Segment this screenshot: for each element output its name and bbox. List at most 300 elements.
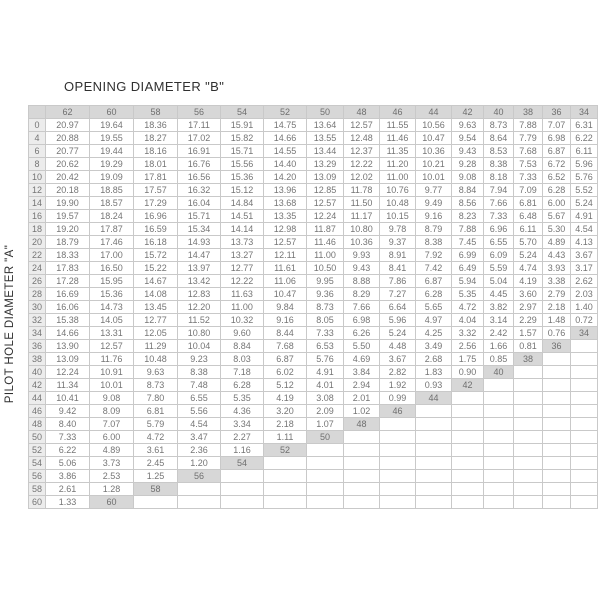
row-label-cell: 36 (29, 340, 46, 353)
opening-diameter-title: OPENING DIAMETER "B" (64, 79, 225, 94)
value-cell: 5.35 (221, 392, 264, 405)
col-header-cell: 42 (452, 106, 484, 119)
diagonal-cell: 42 (452, 379, 484, 392)
value-cell: 7.18 (221, 366, 264, 379)
value-cell: 20.97 (46, 119, 90, 132)
table-body (29, 119, 598, 509)
value-cell: 5.50 (344, 340, 380, 353)
empty-cell (178, 496, 221, 509)
value-cell: 5.56 (178, 405, 221, 418)
value-cell: 6.26 (344, 327, 380, 340)
value-cell: 10.91 (90, 366, 134, 379)
diagonal-cell: 34 (571, 327, 598, 340)
value-cell: 9.28 (452, 158, 484, 171)
value-cell: 4.97 (416, 314, 452, 327)
value-cell: 13.55 (307, 132, 344, 145)
col-header-cell: 56 (178, 106, 221, 119)
value-cell: 19.57 (46, 210, 90, 223)
value-cell: 11.17 (344, 210, 380, 223)
table-row (29, 327, 598, 340)
value-cell: 16.56 (178, 171, 221, 184)
col-header-cell: 52 (264, 106, 307, 119)
value-cell: 8.64 (484, 132, 514, 145)
empty-cell (484, 496, 514, 509)
value-cell: 11.35 (380, 145, 416, 158)
value-cell: 2.03 (571, 288, 598, 301)
row-label-cell: 20 (29, 236, 46, 249)
value-cell: 16.59 (134, 223, 178, 236)
row-label-cell: 24 (29, 262, 46, 275)
col-header-cell: 50 (307, 106, 344, 119)
value-cell: 13.64 (307, 119, 344, 132)
value-cell: 10.32 (221, 314, 264, 327)
value-cell: 16.04 (178, 197, 221, 210)
value-cell: 10.15 (380, 210, 416, 223)
value-cell: 3.86 (46, 470, 90, 483)
value-cell: 3.38 (543, 275, 571, 288)
value-cell: 6.99 (452, 249, 484, 262)
empty-cell (543, 405, 571, 418)
value-cell: 3.17 (571, 262, 598, 275)
value-cell: 18.24 (90, 210, 134, 223)
empty-cell (571, 353, 598, 366)
empty-cell (221, 470, 264, 483)
value-cell: 0.72 (571, 314, 598, 327)
empty-cell (484, 405, 514, 418)
table-row (29, 366, 598, 379)
value-cell: 7.42 (416, 262, 452, 275)
empty-cell (484, 392, 514, 405)
value-cell: 10.76 (380, 184, 416, 197)
value-cell: 6.64 (380, 301, 416, 314)
empty-cell (543, 418, 571, 431)
empty-cell (380, 457, 416, 470)
value-cell: 9.36 (307, 288, 344, 301)
col-header-cell: 62 (46, 106, 90, 119)
value-cell: 12.57 (90, 340, 134, 353)
col-header-cell: 60 (90, 106, 134, 119)
value-cell: 11.34 (46, 379, 90, 392)
value-cell: 0.90 (452, 366, 484, 379)
value-cell: 8.84 (452, 184, 484, 197)
value-cell: 5.24 (514, 249, 543, 262)
value-cell: 12.57 (307, 197, 344, 210)
value-cell: 12.83 (178, 288, 221, 301)
value-cell: 0.99 (380, 392, 416, 405)
empty-cell (543, 392, 571, 405)
value-cell: 13.35 (264, 210, 307, 223)
empty-cell (543, 366, 571, 379)
value-cell: 4.43 (543, 249, 571, 262)
value-cell: 19.20 (46, 223, 90, 236)
table-row (29, 197, 598, 210)
value-cell: 4.19 (514, 275, 543, 288)
row-label-cell: 38 (29, 353, 46, 366)
col-header-cell: 36 (543, 106, 571, 119)
value-cell: 4.91 (571, 210, 598, 223)
value-cell: 17.29 (134, 197, 178, 210)
table-row (29, 470, 598, 483)
value-cell: 6.00 (543, 197, 571, 210)
value-cell: 19.44 (90, 145, 134, 158)
table-row (29, 236, 598, 249)
value-cell: 5.06 (46, 457, 90, 470)
value-cell: 8.03 (221, 353, 264, 366)
empty-cell (543, 379, 571, 392)
value-cell: 17.81 (134, 171, 178, 184)
row-label-cell: 58 (29, 483, 46, 496)
value-cell: 17.11 (178, 119, 221, 132)
value-cell: 15.82 (221, 132, 264, 145)
value-cell: 18.57 (90, 197, 134, 210)
row-label-cell: 60 (29, 496, 46, 509)
value-cell: 9.08 (452, 171, 484, 184)
value-cell: 5.04 (484, 275, 514, 288)
value-cell: 7.92 (416, 249, 452, 262)
value-cell: 11.06 (264, 275, 307, 288)
value-cell: 2.29 (514, 314, 543, 327)
value-cell: 15.22 (134, 262, 178, 275)
value-cell: 15.95 (90, 275, 134, 288)
value-cell: 3.49 (416, 340, 452, 353)
value-cell: 10.01 (416, 171, 452, 184)
value-cell: 18.79 (46, 236, 90, 249)
value-cell: 5.12 (264, 379, 307, 392)
value-cell: 1.40 (571, 301, 598, 314)
value-cell: 16.91 (178, 145, 221, 158)
value-cell: 2.53 (90, 470, 134, 483)
empty-cell (543, 353, 571, 366)
value-cell: 5.24 (380, 327, 416, 340)
empty-cell (344, 483, 380, 496)
col-header-cell: 58 (134, 106, 178, 119)
value-cell: 8.38 (416, 236, 452, 249)
value-cell: 6.48 (514, 210, 543, 223)
empty-cell (344, 496, 380, 509)
table-row (29, 379, 598, 392)
value-cell: 6.11 (571, 145, 598, 158)
empty-cell (514, 405, 543, 418)
value-cell: 12.22 (221, 275, 264, 288)
value-cell: 20.42 (46, 171, 90, 184)
value-cell: 3.20 (264, 405, 307, 418)
value-cell: 16.06 (46, 301, 90, 314)
table-row (29, 431, 598, 444)
value-cell: 9.49 (416, 197, 452, 210)
value-cell: 11.61 (264, 262, 307, 275)
value-cell: 2.45 (134, 457, 178, 470)
table-row (29, 496, 598, 509)
value-cell: 3.60 (514, 288, 543, 301)
table-row (29, 158, 598, 171)
empty-cell (344, 444, 380, 457)
value-cell: 1.75 (452, 353, 484, 366)
value-cell: 8.40 (46, 418, 90, 431)
value-cell: 1.57 (514, 327, 543, 340)
value-cell: 1.11 (264, 431, 307, 444)
value-cell: 5.59 (484, 262, 514, 275)
col-header-cell: 38 (514, 106, 543, 119)
value-cell: 5.96 (380, 314, 416, 327)
pilot-hole-axis-label: PILOT HOLE DIAMETER "A" (4, 244, 16, 404)
diagonal-cell: 56 (178, 470, 221, 483)
value-cell: 5.52 (571, 184, 598, 197)
value-cell: 9.93 (344, 249, 380, 262)
empty-cell (416, 470, 452, 483)
col-header-cell: 34 (571, 106, 598, 119)
value-cell: 6.96 (484, 223, 514, 236)
value-cell: 7.27 (380, 288, 416, 301)
value-cell: 7.86 (380, 275, 416, 288)
value-cell: 2.09 (307, 405, 344, 418)
value-cell: 7.66 (484, 197, 514, 210)
value-cell: 1.02 (344, 405, 380, 418)
value-cell: 7.88 (452, 223, 484, 236)
value-cell: 9.16 (264, 314, 307, 327)
value-cell: 14.93 (178, 236, 221, 249)
value-cell: 11.63 (221, 288, 264, 301)
value-cell: 1.16 (221, 444, 264, 457)
table-row (29, 119, 598, 132)
value-cell: 1.33 (46, 496, 90, 509)
row-label-cell: 56 (29, 470, 46, 483)
empty-cell (543, 470, 571, 483)
value-cell: 6.11 (514, 223, 543, 236)
value-cell: 7.53 (514, 158, 543, 171)
diagonal-cell: 58 (134, 483, 178, 496)
value-cell: 7.07 (543, 119, 571, 132)
table-row (29, 340, 598, 353)
diagonal-cell: 60 (90, 496, 134, 509)
value-cell: 8.73 (307, 301, 344, 314)
value-cell: 6.22 (46, 444, 90, 457)
value-cell: 9.95 (307, 275, 344, 288)
empty-cell (344, 431, 380, 444)
value-cell: 4.36 (221, 405, 264, 418)
value-cell: 10.56 (416, 119, 452, 132)
value-cell: 3.47 (178, 431, 221, 444)
value-cell: 7.45 (452, 236, 484, 249)
value-cell: 8.91 (380, 249, 416, 262)
value-cell: 3.73 (90, 457, 134, 470)
value-cell: 6.87 (264, 353, 307, 366)
row-label-cell: 28 (29, 288, 46, 301)
value-cell: 4.48 (380, 340, 416, 353)
value-cell: 7.09 (514, 184, 543, 197)
row-label-cell: 0 (29, 119, 46, 132)
value-cell: 10.47 (416, 132, 452, 145)
value-cell: 8.56 (452, 197, 484, 210)
value-cell: 4.89 (543, 236, 571, 249)
empty-cell (307, 496, 344, 509)
value-cell: 17.00 (90, 249, 134, 262)
row-label-cell: 44 (29, 392, 46, 405)
value-cell: 6.28 (221, 379, 264, 392)
value-cell: 17.83 (46, 262, 90, 275)
value-cell: 6.55 (484, 236, 514, 249)
row-label-cell: 46 (29, 405, 46, 418)
value-cell: 7.33 (46, 431, 90, 444)
value-cell: 0.81 (514, 340, 543, 353)
value-cell: 5.76 (307, 353, 344, 366)
value-cell: 13.09 (307, 171, 344, 184)
value-cell: 3.93 (543, 262, 571, 275)
value-cell: 13.73 (221, 236, 264, 249)
value-cell: 1.07 (307, 418, 344, 431)
value-cell: 15.36 (90, 288, 134, 301)
row-label-cell: 50 (29, 431, 46, 444)
value-cell: 6.87 (543, 145, 571, 158)
row-label-cell: 16 (29, 210, 46, 223)
value-cell: 2.36 (178, 444, 221, 457)
empty-cell (571, 470, 598, 483)
value-cell: 13.96 (264, 184, 307, 197)
table-row (29, 249, 598, 262)
value-cell: 14.75 (264, 119, 307, 132)
col-header-cell: 54 (221, 106, 264, 119)
value-cell: 9.60 (221, 327, 264, 340)
value-cell: 17.46 (90, 236, 134, 249)
value-cell: 14.66 (264, 132, 307, 145)
value-cell: 10.48 (134, 353, 178, 366)
empty-cell (221, 496, 264, 509)
value-cell: 14.67 (134, 275, 178, 288)
value-cell: 1.20 (178, 457, 221, 470)
empty-cell (571, 457, 598, 470)
value-cell: 7.68 (514, 145, 543, 158)
table-row (29, 418, 598, 431)
value-cell: 8.41 (380, 262, 416, 275)
value-cell: 12.24 (46, 366, 90, 379)
empty-cell (514, 470, 543, 483)
row-label-cell: 42 (29, 379, 46, 392)
value-cell: 12.20 (178, 301, 221, 314)
value-cell: 12.11 (264, 249, 307, 262)
row-label-cell: 6 (29, 145, 46, 158)
value-cell: 8.38 (178, 366, 221, 379)
value-cell: 7.66 (344, 301, 380, 314)
empty-cell (571, 496, 598, 509)
value-cell: 9.84 (264, 301, 307, 314)
value-cell: 5.67 (543, 210, 571, 223)
value-cell: 8.84 (221, 340, 264, 353)
value-cell: 9.77 (416, 184, 452, 197)
empty-cell (571, 418, 598, 431)
value-cell: 4.54 (178, 418, 221, 431)
value-cell: 1.48 (543, 314, 571, 327)
value-cell: 9.16 (416, 210, 452, 223)
value-cell: 8.18 (484, 171, 514, 184)
empty-cell (264, 483, 307, 496)
value-cell: 7.88 (514, 119, 543, 132)
empty-cell (514, 483, 543, 496)
value-cell: 6.00 (90, 431, 134, 444)
value-cell: 6.98 (543, 132, 571, 145)
row-label-cell: 26 (29, 275, 46, 288)
value-cell: 1.66 (484, 340, 514, 353)
value-cell: 11.00 (380, 171, 416, 184)
diagonal-cell: 40 (484, 366, 514, 379)
value-cell: 12.22 (344, 158, 380, 171)
value-cell: 19.55 (90, 132, 134, 145)
value-cell: 0.85 (484, 353, 514, 366)
col-header-cell: 40 (484, 106, 514, 119)
value-cell: 1.83 (416, 366, 452, 379)
value-cell: 5.24 (571, 197, 598, 210)
value-cell: 8.53 (484, 145, 514, 158)
empty-cell (543, 431, 571, 444)
value-cell: 10.47 (264, 288, 307, 301)
value-cell: 13.27 (221, 249, 264, 262)
empty-cell (264, 496, 307, 509)
value-cell: 10.41 (46, 392, 90, 405)
value-cell: 11.46 (307, 236, 344, 249)
empty-cell (452, 431, 484, 444)
value-cell: 7.33 (514, 171, 543, 184)
value-cell: 6.31 (571, 119, 598, 132)
table-row (29, 392, 598, 405)
row-label-cell: 54 (29, 457, 46, 470)
value-cell: 4.04 (452, 314, 484, 327)
row-label-cell: 14 (29, 197, 46, 210)
value-cell: 8.73 (484, 119, 514, 132)
value-cell: 5.35 (452, 288, 484, 301)
value-cell: 3.34 (221, 418, 264, 431)
value-cell: 10.04 (178, 340, 221, 353)
empty-cell (543, 483, 571, 496)
empty-cell (416, 418, 452, 431)
diagonal-cell: 48 (344, 418, 380, 431)
value-cell: 6.02 (264, 366, 307, 379)
table-row (29, 457, 598, 470)
diagonal-cell: 46 (380, 405, 416, 418)
empty-cell (380, 444, 416, 457)
value-cell: 9.42 (46, 405, 90, 418)
empty-cell (484, 431, 514, 444)
empty-cell (514, 457, 543, 470)
diagonal-cell: 44 (416, 392, 452, 405)
value-cell: 14.51 (221, 210, 264, 223)
value-cell: 20.77 (46, 145, 90, 158)
value-cell: 5.30 (543, 223, 571, 236)
value-cell: 9.37 (380, 236, 416, 249)
value-cell: 4.01 (307, 379, 344, 392)
value-cell: 7.79 (514, 132, 543, 145)
empty-cell (484, 444, 514, 457)
value-cell: 5.76 (571, 171, 598, 184)
empty-cell (416, 496, 452, 509)
value-cell: 1.25 (134, 470, 178, 483)
value-cell: 10.50 (307, 262, 344, 275)
value-cell: 15.56 (221, 158, 264, 171)
empty-cell (484, 457, 514, 470)
value-cell: 8.23 (452, 210, 484, 223)
value-cell: 1.92 (380, 379, 416, 392)
table-header (29, 106, 598, 119)
value-cell: 18.33 (46, 249, 90, 262)
value-cell: 13.29 (307, 158, 344, 171)
table-row (29, 301, 598, 314)
value-cell: 6.52 (543, 171, 571, 184)
value-cell: 11.46 (380, 132, 416, 145)
value-cell: 3.67 (380, 353, 416, 366)
value-cell: 6.28 (416, 288, 452, 301)
value-cell: 2.97 (514, 301, 543, 314)
table-row (29, 405, 598, 418)
col-header-cell: 44 (416, 106, 452, 119)
value-cell: 5.79 (134, 418, 178, 431)
value-cell: 2.18 (264, 418, 307, 431)
